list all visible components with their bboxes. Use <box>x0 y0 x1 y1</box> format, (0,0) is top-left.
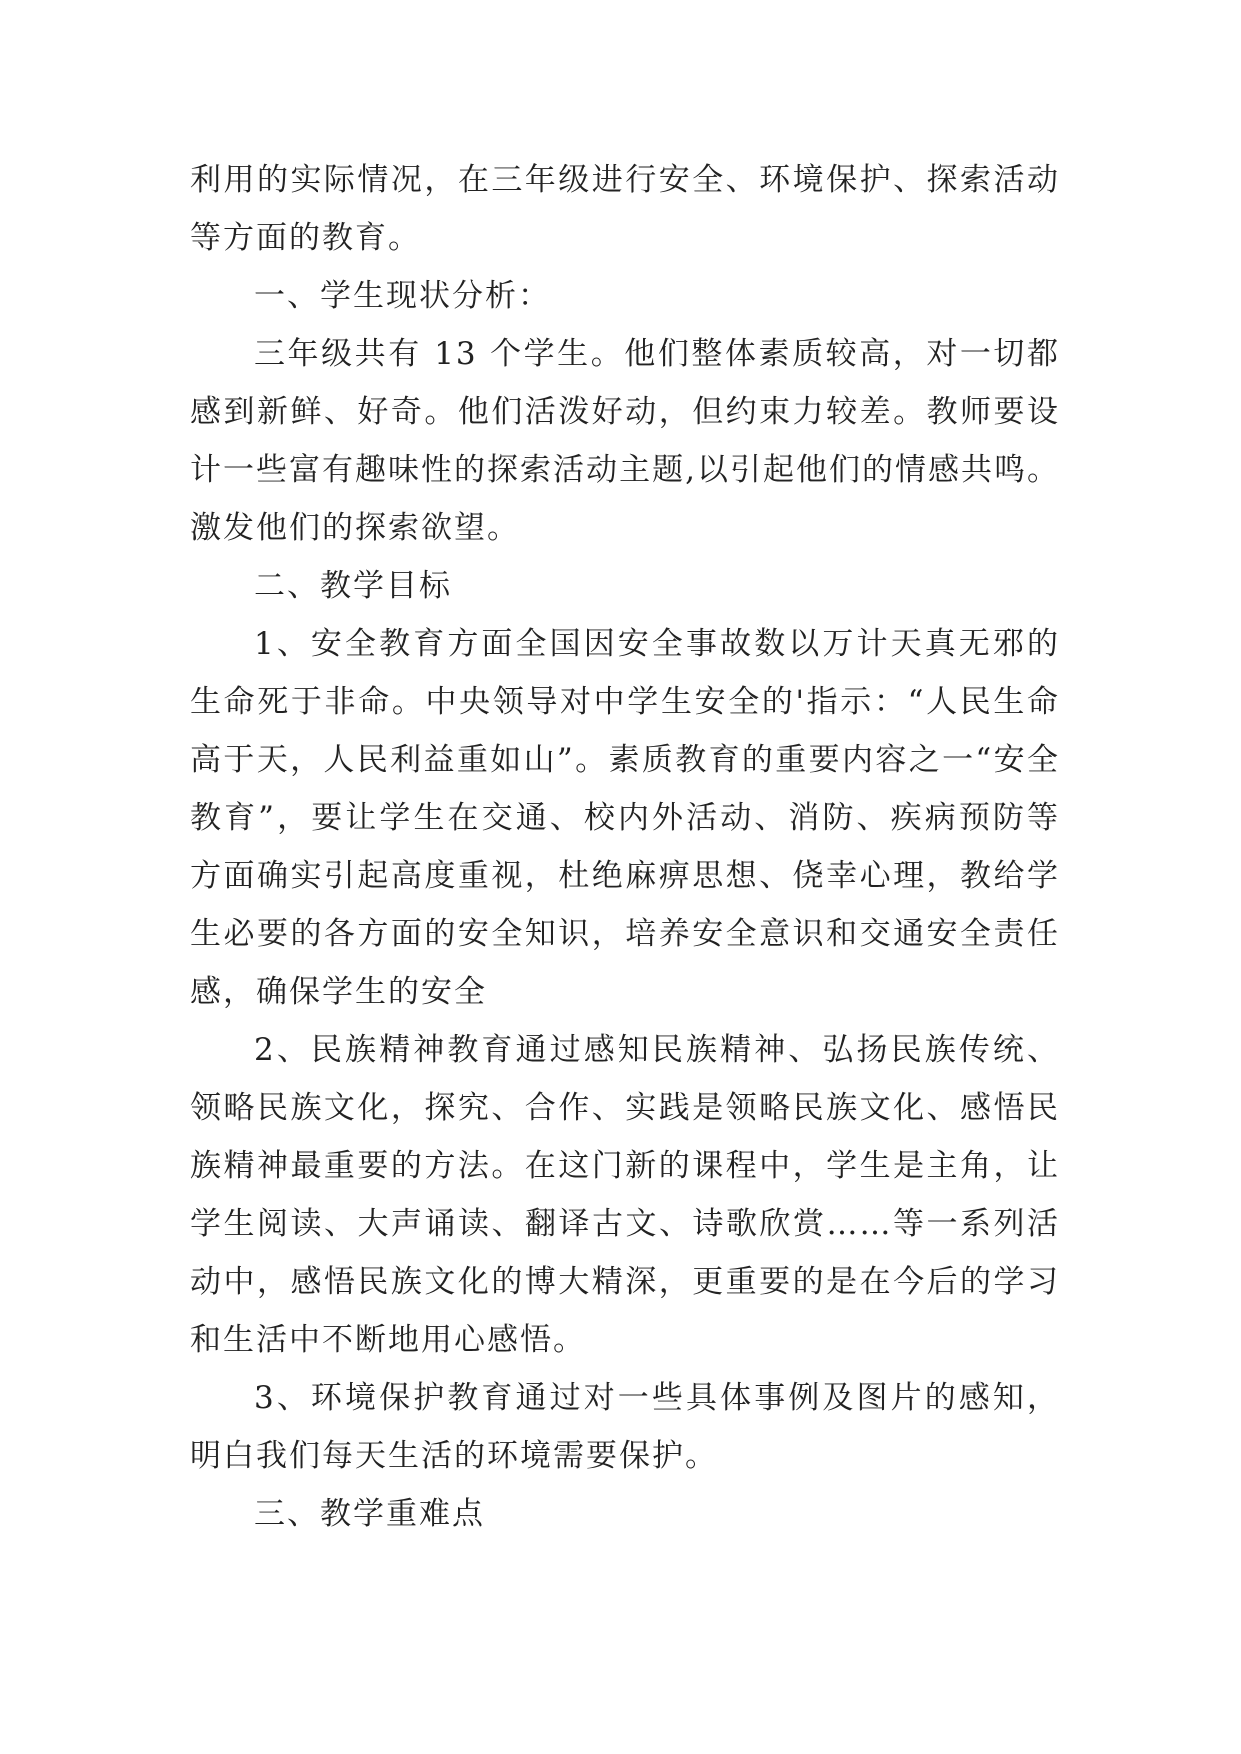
paragraph-student-analysis: 三年级共有 13 个学生。他们整体素质较高，对一切都感到新鲜、好奇。他们活泼好动，但约束力较差。教师要设计一些富有趣味性的探索活动主题,以引起他们的情感共鸣。激发他们的探索欲望。 <box>190 336 1060 546</box>
paragraph-safety-education: 1、安全教育方面全国因安全事故数以万计天真无邪的生命死于非命。中央领导对中学生安全的'指示：“人民生命高于天，人民利益重如山”。素质教育的重要内容之一“安全教育”，要让学生在交通、校内外活动、消防、疾病预防等方面确实引起高度重视，杜绝麻痹思想、侥幸心理，教给学生必要的各方面的安全知识，培养安全意识和交通安全责任感，确保学生的安全 <box>190 626 1060 1010</box>
heading-student-analysis: 一、学生现状分析： <box>254 278 551 314</box>
paragraph-national-spirit-education: 2、民族精神教育通过感知民族精神、弘扬民族传统、领略民族文化，探究、合作、实践是领略民族文化、感悟民族精神最重要的方法。在这门新的课程中，学生是主角，让学生阅读、大声诵读、翻译古文、诗歌欣赏……等一系列活动中，感悟民族文化的博大精深，更重要的是在今后的学习和生活中不断地用心感悟。 <box>190 1032 1060 1358</box>
paragraph-continuation: 利用的实际情况，在三年级进行安全、环境保护、探索活动等方面的教育。 <box>190 162 1060 256</box>
document-body <box>190 151 1060 1543</box>
paragraph-environment-education: 3、环境保护教育通过对一些具体事例及图片的感知，明白我们每天生活的环境需要保护。 <box>190 1380 1060 1474</box>
heading-key-difficulties: 三、教学重难点 <box>254 1496 485 1532</box>
heading-teaching-goals: 二、教学目标 <box>254 568 452 604</box>
